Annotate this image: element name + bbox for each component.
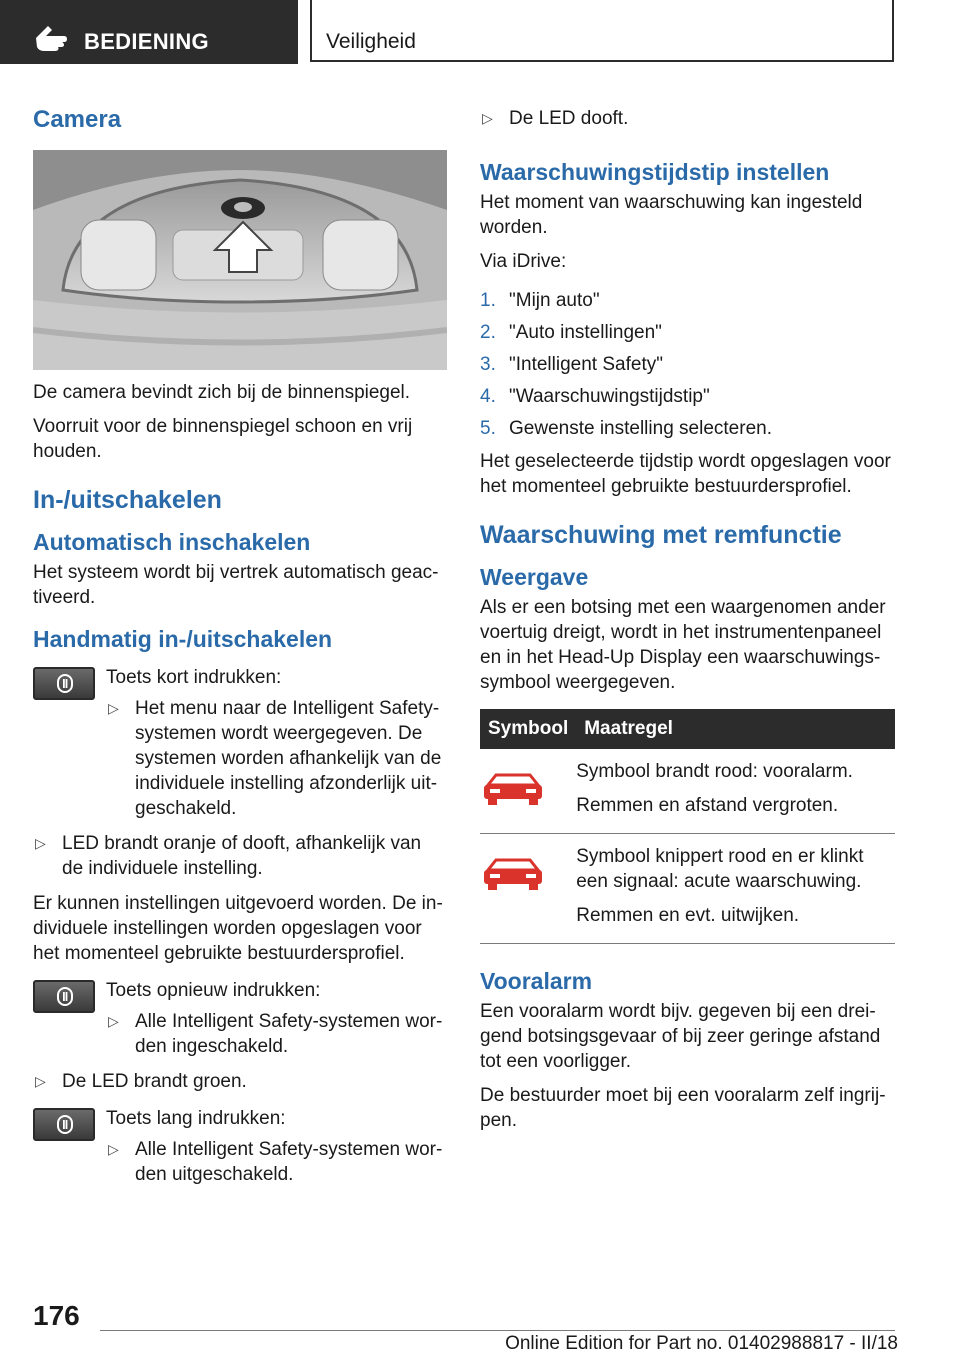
camera-heading: Camera: [33, 106, 122, 133]
row2-line2: Remmen en evt. uitwijken.: [576, 905, 800, 926]
triangle-bullet-icon: ▷: [108, 1141, 119, 1157]
right-column: [480, 100, 895, 1142]
triangle-bullet-icon: ▷: [35, 835, 46, 851]
red-car-blinking-icon: [482, 856, 544, 892]
long-press-text: Toets lang indrukken:: [106, 1108, 286, 1129]
table-row: [480, 834, 895, 944]
section-title: BEDIENING: [84, 29, 209, 54]
red-car-warning-icon: [482, 771, 544, 807]
list-item: ▷ Alle Intelligent Safety-systemen worden ingeschakeld.: [108, 1011, 443, 1057]
list-item: ▷ De LED brandt groen.: [35, 1071, 247, 1092]
triangle-bullet-icon: ▷: [108, 1013, 119, 1029]
warning-time-heading: Waarschuwingstijdstip instellen: [480, 159, 830, 185]
again-press-block: [33, 978, 447, 1059]
short-press-text: Toets kort indrukken:: [106, 667, 282, 688]
step-item: 2. "Auto instellingen": [480, 322, 662, 343]
triangle-bullet-icon: ▷: [35, 1073, 46, 1089]
list-item: ▷ Het menu naar de Intelligent Safety-systemen wordt weergegeven. De systemen worden afhankelijk van de individuele instelling afzonderlijk uitgeschakeld.: [108, 698, 442, 819]
again-press-text: Toets opnieuw indrukken:: [106, 980, 321, 1001]
idrive-steps: [480, 288, 895, 441]
col-header-symbol: Symbool: [480, 709, 576, 749]
triangle-bullet-icon: ▷: [108, 700, 119, 716]
col-header-measure: Maatregel: [576, 709, 895, 749]
left-column: [33, 100, 447, 1197]
footer-divider: [100, 1330, 895, 1331]
edition-text: Online Edition for Part no. 01402988817 - II/18: [505, 1333, 898, 1354]
intelligent-safety-button-icon: [33, 980, 95, 1013]
header-chapter-box: [310, 0, 894, 62]
prealarm-heading: Vooralarm: [480, 968, 593, 994]
step-item: 1. "Mijn auto": [480, 290, 600, 311]
display-text: Als er een botsing met een waargenomen ander voertuig dreigt, wordt in het instrumentenpaneel en in het Head-Up Display een waarschuwingssymbool weergegeven.: [480, 597, 886, 693]
via-idrive-text: Via iDrive:: [480, 251, 567, 272]
camera-clean-text: Voorruit voor de binnenspiegel schoon en vrij houden.: [33, 416, 413, 462]
hand-pointer-icon: [34, 24, 68, 52]
settings-text: Er kunnen instellingen uitgevoerd worden. De individuele instellingen worden opgeslagen voor het momenteel gebruikte bestuurdersprofiel.: [33, 893, 443, 964]
prealarm-text-2: De bestuurder moet bij een vooralarm zelf ingrijpen.: [480, 1085, 886, 1131]
camera-location-text: De camera bevindt zich bij de binnenspiegel.: [33, 382, 411, 403]
prealarm-text-1: Een vooralarm wordt bijv. gegeven bij een dreigend botsingsgevaar of bij zeer geringe afstand tot een voorligger.: [480, 1001, 881, 1072]
row2-line1: Symbool knippert rood en er klinkt een signaal: acute waarschuwing.: [576, 846, 864, 892]
camera-location-photo: [33, 150, 447, 370]
step-item: 5. Gewenste instelling selecteren.: [480, 418, 772, 439]
display-heading: Weergave: [480, 564, 589, 590]
step-item: 3. "Intelligent Safety": [480, 354, 663, 375]
long-press-block: [33, 1106, 447, 1187]
row1-line1: Symbool brandt rood: vooralarm.: [576, 761, 853, 782]
on-off-heading: In-/uitschakelen: [33, 486, 222, 514]
intelligent-safety-button-icon: [33, 1108, 95, 1141]
short-press-block: [33, 665, 447, 821]
brake-warning-heading: Waarschuwing met remfunctie: [480, 521, 842, 549]
auto-on-text: Het systeem wordt bij vertrek automatisch geactiveerd.: [33, 562, 439, 608]
list-item: ▷ Alle Intelligent Safety-systemen worden uitgeschakeld.: [108, 1139, 443, 1185]
manual-on-off-heading: Handmatig in-/uitschakelen: [33, 626, 333, 652]
symbol-table: [480, 709, 895, 944]
intelligent-safety-button-icon: [33, 667, 95, 700]
auto-on-heading: Automatisch inschakelen: [33, 529, 311, 555]
page-number: 176: [33, 1300, 80, 1331]
triangle-bullet-icon: ▷: [482, 110, 493, 126]
list-item: ▷ De LED dooft.: [482, 108, 629, 129]
header-section-tab: [0, 0, 298, 64]
chapter-title: Veiligheid: [326, 30, 416, 53]
list-item: ▷ LED brandt oranje of dooft, afhankelijk van de individuele instelling.: [35, 833, 422, 879]
warning-time-text: Het moment van waarschuwing kan ingesteld worden.: [480, 192, 863, 238]
step-item: 4. "Waarschuwingstijdstip": [480, 386, 710, 407]
row1-line2: Remmen en afstand vergroten.: [576, 795, 839, 816]
saved-text: Het geselecteerde tijdstip wordt opgeslagen voor het momenteel gebruikte bestuurdersprofiel.: [480, 451, 891, 497]
table-row: [480, 749, 895, 834]
